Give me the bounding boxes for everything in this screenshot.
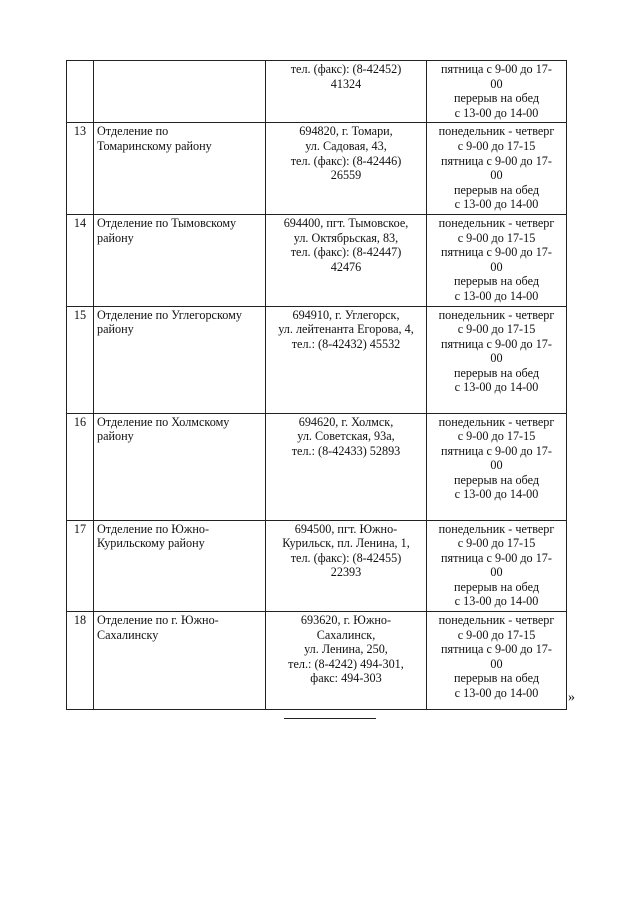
office-address-line: тел.: (8-4242) 494-301, (288, 656, 404, 671)
office-hours-line: пятница с 9-00 до 17- (441, 550, 552, 565)
office-name-line: району (97, 230, 134, 245)
office-address-line: тел. (факс): (8-42455) (290, 550, 402, 565)
office-address-line: 26559 (330, 168, 362, 183)
office-hours-line: перерыв на обед (453, 579, 540, 594)
office-address-line: 694400, пгт. Тымовское, (283, 215, 409, 230)
office-address-line: 694500, пгт. Южно- (294, 521, 398, 536)
office-hours-line: 00 (490, 351, 503, 366)
office-address-line: ул. Ленина, 250, (304, 642, 388, 657)
office-name-line: Отделение по Холмскому (97, 414, 230, 429)
office-name-line: Отделение по г. Южно- (97, 613, 219, 628)
office-name-line: Курильскому району (97, 536, 205, 551)
office-hours-line: с 9-00 до 17-15 (457, 536, 536, 551)
office-hours-line: понедельник - четверг (438, 215, 555, 230)
row-number (67, 61, 94, 123)
office-address-cell (266, 214, 427, 306)
office-address-line: 694620, г. Холмск, (298, 414, 394, 429)
office-hours-line: пятница с 9-00 до 17- (441, 245, 552, 260)
office-address-line: 22393 (330, 565, 362, 580)
office-name-cell (94, 61, 266, 123)
office-name-cell (94, 612, 266, 710)
office-hours-cell (427, 61, 567, 123)
office-address-line: тел. (факс): (8-42447) (290, 245, 402, 260)
office-name-line: Сахалинску (97, 627, 159, 642)
office-hours-cell (427, 612, 567, 710)
office-address-cell (266, 306, 427, 413)
office-address-cell (266, 413, 427, 520)
office-address-line: ул. Октябрьская, 83, (293, 230, 399, 245)
table-row (67, 123, 567, 215)
table-row (67, 413, 567, 520)
office-address-cell (266, 123, 427, 215)
office-hours-line: понедельник - четверг (438, 613, 555, 628)
office-hours-line: 00 (490, 76, 503, 91)
row-number: 16 (67, 413, 94, 520)
office-address-line: Сахалинск, (316, 627, 376, 642)
office-name-line: Отделение по Южно- (97, 521, 210, 536)
office-name-cell (94, 520, 266, 612)
office-address-cell (266, 520, 427, 612)
office-hours-line: 00 (490, 458, 503, 473)
office-address-line: ул. Советская, 93а, (297, 429, 395, 444)
row-number: 13 (67, 123, 94, 215)
office-address-line: 694820, г. Томари, (299, 124, 393, 139)
office-address-line: 694910, г. Углегорск, (292, 307, 400, 322)
office-hours-line: понедельник - четверг (438, 521, 555, 536)
office-hours-line: понедельник - четверг (438, 124, 555, 139)
office-hours-line: понедельник - четверг (438, 414, 555, 429)
signature-line (284, 718, 376, 719)
office-name-cell (94, 413, 266, 520)
office-name-line: району (97, 429, 134, 444)
office-hours-line: с 9-00 до 17-15 (457, 138, 536, 153)
office-hours-line: пятница с 9-00 до 17- (441, 153, 552, 168)
office-address-line: тел. (факс): (8-42446) (290, 153, 402, 168)
office-name-line: Отделение по Тымовскому (97, 215, 237, 230)
office-hours-line: перерыв на обед (453, 274, 540, 289)
office-address-line: тел. (факс): (8-42452) (290, 62, 402, 76)
office-hours-cell (427, 520, 567, 612)
office-hours-line: с 13-00 до 14-00 (454, 288, 539, 303)
office-address-line: 693620, г. Южно- (300, 613, 392, 628)
table-row (67, 306, 567, 413)
office-address-line: 42476 (330, 259, 362, 274)
office-hours-line: перерыв на обед (453, 365, 540, 380)
office-hours-line: с 13-00 до 14-00 (454, 380, 539, 395)
row-number: 17 (67, 520, 94, 612)
office-hours-line: 00 (490, 259, 503, 274)
office-address-line: ул. Садовая, 43, (305, 138, 387, 153)
office-address-line: 41324 (330, 76, 362, 91)
office-hours-line: 00 (490, 168, 503, 183)
office-hours-line: с 9-00 до 17-15 (457, 429, 536, 444)
office-hours-line: перерыв на обед (453, 91, 540, 106)
office-hours-line: пятница с 9-00 до 17- (441, 336, 552, 351)
office-address-line: ул. лейтенанта Егорова, 4, (278, 322, 414, 337)
office-address-line: факс: 494-303 (310, 671, 382, 686)
office-address-cell (266, 61, 427, 123)
office-hours-cell (427, 123, 567, 215)
office-name-cell (94, 306, 266, 413)
office-address-line: Курильск, пл. Ленина, 1, (282, 536, 410, 551)
table-row (67, 612, 567, 710)
office-hours-line: 00 (490, 565, 503, 580)
offices-table (66, 60, 567, 710)
office-hours-line: пятница с 9-00 до 17- (441, 443, 552, 458)
office-hours-line: перерыв на обед (453, 472, 540, 487)
offices-table-body (67, 61, 567, 710)
office-hours-line: 00 (490, 656, 503, 671)
office-hours-cell (427, 214, 567, 306)
row-number: 18 (67, 612, 94, 710)
office-hours-cell (427, 306, 567, 413)
office-hours-line: с 13-00 до 14-00 (454, 105, 539, 120)
table-row (67, 61, 567, 123)
table-row (67, 520, 567, 612)
office-hours-line: пятница с 9-00 до 17- (441, 642, 552, 657)
office-hours-cell (427, 413, 567, 520)
office-address-line: тел.: (8-42432) 45532 (291, 336, 401, 351)
office-hours-line: пятница с 9-00 до 17- (441, 62, 552, 76)
office-hours-line: с 13-00 до 14-00 (454, 487, 539, 502)
office-hours-line: с 13-00 до 14-00 (454, 197, 539, 212)
office-hours-line: с 9-00 до 17-15 (457, 627, 536, 642)
closing-quote: » (568, 690, 575, 705)
office-address-cell (266, 612, 427, 710)
office-hours-line: перерыв на обед (453, 182, 540, 197)
office-hours-line: понедельник - четверг (438, 307, 555, 322)
office-name-line: Томаринскому району (97, 138, 212, 153)
office-name-cell (94, 214, 266, 306)
row-number: 14 (67, 214, 94, 306)
office-hours-line: с 13-00 до 14-00 (454, 594, 539, 609)
office-hours-line: перерыв на обед (453, 671, 540, 686)
office-hours-line: с 13-00 до 14-00 (454, 686, 539, 701)
office-name-line: району (97, 322, 134, 337)
office-name-line: Отделение по (97, 124, 169, 139)
office-hours-line: с 9-00 до 17-15 (457, 322, 536, 337)
office-hours-line: с 9-00 до 17-15 (457, 230, 536, 245)
table-row (67, 214, 567, 306)
row-number: 15 (67, 306, 94, 413)
office-address-line: тел.: (8-42433) 52893 (291, 443, 401, 458)
office-name-cell (94, 123, 266, 215)
office-name-line: Отделение по Углегорскому (97, 307, 242, 322)
